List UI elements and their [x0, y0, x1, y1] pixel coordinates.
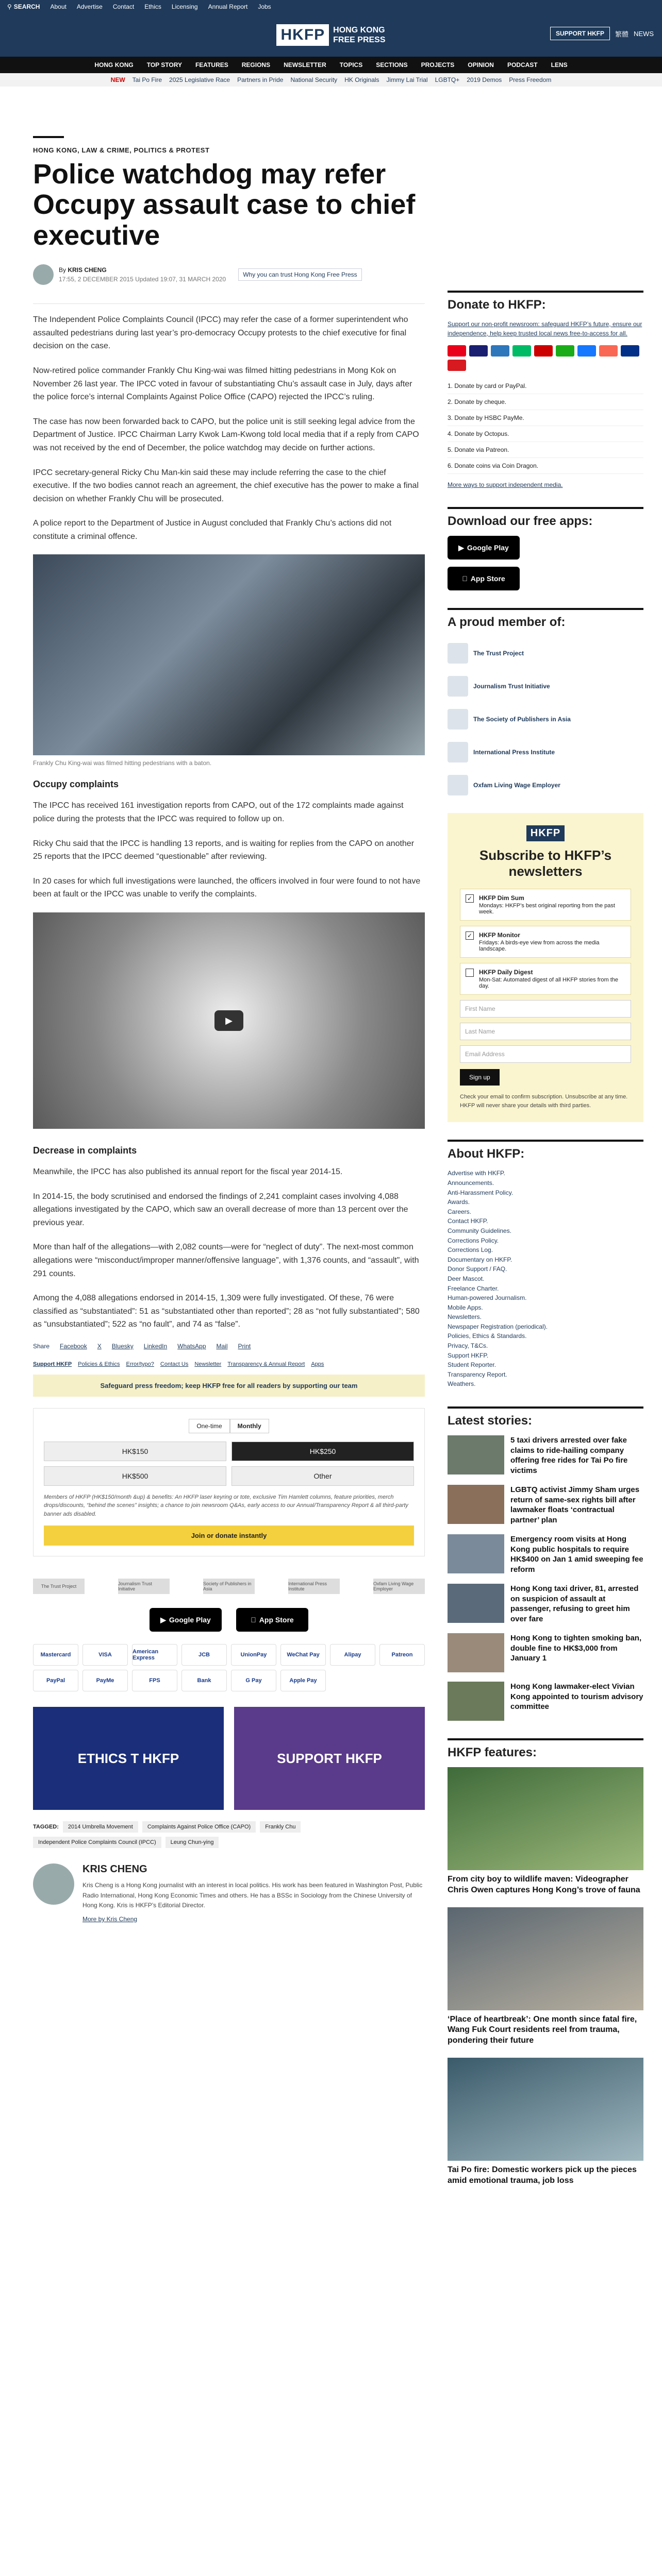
play-icon[interactable]: ▶: [214, 1010, 243, 1031]
freq-monthly[interactable]: Monthly: [230, 1419, 269, 1433]
paragraph: IPCC secretary-general Ricky Chu Man-kin said these may include referring the case to the chief executive. If the two bodies cannot reach an agreement, the chief executive has the power to make a final decision on whether Frankly Chu will be prosecuted.: [33, 468, 419, 503]
about-link[interactable]: Awards.: [448, 1198, 470, 1206]
payment-icon: Bank: [181, 1670, 227, 1691]
latest-story[interactable]: Emergency room visits at Hong Kong public hospitals to require HK$400 on Jan 1 amid sweeping fee reform: [448, 1534, 643, 1574]
payment-icon: WeChat Pay: [280, 1644, 326, 1666]
wechat-icon: [556, 345, 574, 357]
unionpay-icon: [534, 345, 553, 357]
about-link[interactable]: Deer Mascot.: [448, 1275, 485, 1282]
features-heading: HKFP features:: [448, 1738, 643, 1760]
nav-projects[interactable]: PROJECTS: [421, 61, 455, 69]
payment-icon: UnionPay: [231, 1644, 276, 1666]
sidebar: [448, 136, 643, 2198]
paragraph: Meanwhile, the IPCC has also published its annual report for the fiscal year 2014-15.: [33, 1167, 343, 1177]
amex-icon: [491, 345, 509, 357]
donate-heading: Donate to HKFP:: [448, 291, 643, 312]
article-dates: 17:55, 2 DECEMBER 2015 Updated 19:07, 31 MARCH 2020: [59, 276, 226, 283]
tag[interactable]: Frankly Chu: [260, 1821, 301, 1833]
nav-lens[interactable]: LENS: [551, 61, 568, 69]
latest-story[interactable]: Hong Kong lawmaker-elect Vivian Kong appointed to tourism advisory committee: [448, 1682, 643, 1721]
member-logo[interactable]: The Trust Project: [448, 637, 643, 670]
share-print[interactable]: Print: [238, 1342, 251, 1350]
donate-method[interactable]: 4. Donate by Octopus.: [448, 426, 643, 442]
patreon-icon: [599, 345, 618, 357]
tag-list: [33, 1821, 425, 1848]
about-link[interactable]: Student Reporter.: [448, 1361, 496, 1369]
trending-item[interactable]: Press Freedom: [509, 76, 552, 83]
share-x[interactable]: X: [97, 1342, 102, 1350]
author-link[interactable]: KRIS CHENG: [68, 266, 107, 274]
tag[interactable]: 2014 Umbrella Movement: [63, 1821, 138, 1833]
amount-option[interactable]: HK$500: [44, 1466, 226, 1486]
support-link[interactable]: Policies & Ethics: [78, 1361, 120, 1367]
masthead: [0, 13, 662, 57]
trending-item[interactable]: 2019 Demos: [467, 76, 502, 83]
payment-icon: FPS: [132, 1670, 177, 1691]
amount-option[interactable]: HK$150: [44, 1442, 226, 1461]
about-link[interactable]: Support HKFP.: [448, 1351, 489, 1359]
partner-logos: [33, 1576, 425, 1597]
trending-item[interactable]: National Security: [290, 76, 338, 83]
checkbox-checked-icon: ✓: [466, 894, 474, 903]
share-linkedin[interactable]: LinkedIn: [143, 1342, 168, 1350]
author-avatar: [33, 1863, 74, 1905]
more-ways-link[interactable]: More ways to support independent media.: [448, 481, 563, 488]
payment-icon: Apple Pay: [280, 1670, 326, 1691]
promo-banners: [33, 1707, 425, 1810]
support-link[interactable]: Apps: [311, 1361, 324, 1367]
author-avatar: [33, 264, 54, 285]
app-store-button[interactable]: App Store: [448, 567, 520, 590]
trending-item[interactable]: Partners in Pride: [237, 76, 284, 83]
support-links: [33, 1361, 425, 1367]
about-link[interactable]: Corrections Log.: [448, 1246, 493, 1254]
about-link[interactable]: Weathers.: [448, 1380, 476, 1388]
donate-method[interactable]: 2. Donate by cheque.: [448, 394, 643, 410]
language-switch[interactable]: 繁體: [615, 30, 628, 38]
membership-note: Members of HKFP (HK$150/month &up) & benefits: An HKFP laser keyring or tote, exclusive Tim Hamlett columns, feature priorities, merch drops/discounts, “behind the scenes” insights; a chance to join newsroom Q&As, early access to our Annual/Transparency Report & all third-party banner ads disabled.: [44, 1494, 408, 1517]
article: [33, 136, 425, 1924]
nav-regions[interactable]: REGIONS: [241, 61, 271, 69]
newsletter-option[interactable]: HKFP Daily Digest Mon-Sat: Automated digest of all HKFP stories from the day.: [460, 963, 631, 995]
author-bio: Kris Cheng is a Hong Kong journalist with an interest in local politics. His work has been featured in Washington Post, Public Radio International, Hong Kong Economic Times and others. He has a BSSc in Sociology from the Chinese University of Hong Kong. Kris is HKFP’s Editorial Director.: [82, 1882, 423, 1909]
author-box: [33, 1863, 425, 1924]
new-badge: NEW: [110, 76, 125, 83]
paragraph: More than half of the allegations—with 2,082 counts—were for “neglect of duty”. The next-most common allegations were “misconduct/improper manner/offensive language”, with 1,376 counts, and “assault”, with 291 counts.: [33, 1243, 419, 1278]
nav-sections[interactable]: SECTIONS: [376, 61, 408, 69]
donate-method[interactable]: 3. Donate by HSBC PayMe.: [448, 410, 643, 426]
support-link[interactable]: Error/typo?: [126, 1361, 154, 1367]
share-label: Share: [33, 1342, 50, 1350]
about-link[interactable]: Community Guidelines.: [448, 1227, 512, 1234]
section-heading: Occupy complaints: [33, 779, 119, 790]
app-store-button[interactable]: App Store: [236, 1608, 308, 1632]
newsletter-option[interactable]: ✓ HKFP Monitor Fridays: A birds-eye view from across the media landscape.: [460, 926, 631, 958]
about-link[interactable]: Transparency Report.: [448, 1370, 507, 1378]
app-store-buttons: [33, 1608, 425, 1632]
payment-icon: Alipay: [330, 1644, 375, 1666]
donate-intro-link[interactable]: Support our non-profit newsroom: safeguard HKFP’s future, ensure our independence, help keep trusted local news free-to-access for all.: [448, 320, 642, 337]
nav-hong-kong[interactable]: HONG KONG: [94, 61, 134, 69]
about-heading: About HKFP:: [448, 1140, 643, 1161]
trending-item[interactable]: 2025 Legislative Race: [169, 76, 230, 83]
paragraph: In 20 cases for which full investigations were launched, the officers involved in four were found to not have been at fault or the IPCC was unable to verify the complaints.: [33, 876, 421, 899]
title-rule: [33, 136, 64, 138]
article-title: Police watchdog may refer Occupy assault case to chief executive: [33, 159, 416, 251]
about-link[interactable]: Careers.: [448, 1208, 472, 1215]
topbar-about[interactable]: About: [50, 3, 67, 10]
divider: [33, 303, 425, 304]
site-logo[interactable]: HKFP HONG KONG FREE PRESS: [276, 24, 385, 46]
tags-label: TAGGED:: [33, 1824, 59, 1831]
photo-caption: Frankly Chu King-wai was filmed hitting pedestrians with a baton.: [33, 759, 212, 767]
nav-podcast[interactable]: PODCAST: [507, 61, 538, 69]
about-link[interactable]: Human-powered Journalism.: [448, 1294, 527, 1302]
trending-item[interactable]: Tai Po Fire: [132, 76, 162, 83]
member-logo[interactable]: Journalism Trust Initiative: [448, 670, 643, 703]
alipay-icon: [577, 345, 596, 357]
video-embed[interactable]: [33, 912, 425, 1129]
payme-icon: [448, 360, 466, 371]
author-name[interactable]: KRIS CHENG: [82, 1863, 147, 1875]
amount-grid: [44, 1442, 414, 1486]
safeguard-banner[interactable]: Safeguard press freedom; keep HKFP free for all readers by supporting our team: [33, 1375, 425, 1397]
frequency-toggle: [44, 1419, 414, 1433]
newsletter-signup: [448, 813, 643, 1122]
payment-icon: Patreon: [379, 1644, 425, 1666]
article-categories[interactable]: HONG KONG, LAW & CRIME, POLITICS & PROTEST: [33, 146, 210, 154]
payment-icon: Mastercard: [33, 1644, 78, 1666]
partner-logo[interactable]: International Press Institute: [288, 1579, 340, 1594]
donate-method[interactable]: 5. Donate via Patreon.: [448, 442, 643, 458]
trending-item[interactable]: Jimmy Lai Trial: [386, 76, 428, 83]
donate-widget: [33, 1408, 425, 1557]
newsletter-fineprint: Check your email to confirm subscription. Unsubscribe at any time. HKFP will never share your details with third parties.: [460, 1094, 628, 1109]
nav-topics[interactable]: TOPICS: [339, 61, 363, 69]
about-link[interactable]: Policies, Ethics & Standards.: [448, 1332, 527, 1340]
about-link[interactable]: Advertise with HKFP.: [448, 1170, 505, 1177]
signup-button[interactable]: Sign up: [460, 1069, 500, 1086]
support-banner[interactable]: SUPPORT HKFP: [234, 1707, 425, 1810]
about-link[interactable]: Documentary on HKFP.: [448, 1256, 512, 1263]
feature-story[interactable]: Tai Po fire: Domestic workers pick up the pieces amid emotional trauma, job loss: [448, 2058, 643, 2187]
tag[interactable]: Leung Chun-ying: [166, 1837, 219, 1848]
news-link[interactable]: NEWS: [634, 29, 654, 38]
support-link[interactable]: Contact Us: [160, 1361, 189, 1367]
support-link[interactable]: Transparency & Annual Report: [227, 1361, 305, 1367]
nav-features[interactable]: FEATURES: [195, 61, 228, 69]
google-play-button[interactable]: ▶ Google Play: [150, 1608, 222, 1632]
about-link[interactable]: Privacy, T&Cs.: [448, 1342, 488, 1350]
trust-link[interactable]: Why you can trust Hong Kong Free Press: [238, 268, 361, 281]
latest-story[interactable]: Hong Kong to tighten smoking ban, double fine to HK$3,000 from January 1: [448, 1633, 643, 1672]
apps-heading: Download our free apps:: [448, 507, 643, 529]
topbar-ethics[interactable]: Ethics: [144, 3, 161, 10]
paragraph: The Independent Police Complaints Council (IPCC) may refer the case of a former superintendent who assaulted pedestrians during last year’s pro-democracy Occupy protests to the chief executive for final decision on the case.: [33, 315, 408, 351]
topbar-annual-report[interactable]: Annual Report: [208, 3, 248, 10]
join-button[interactable]: Join or donate instantly: [44, 1526, 414, 1546]
payment-icon: G Pay: [231, 1670, 276, 1691]
share-mail[interactable]: Mail: [216, 1342, 228, 1350]
support-hkfp-button[interactable]: SUPPORT HKFP: [550, 27, 610, 40]
support-link[interactable]: Newsletter: [194, 1361, 222, 1367]
last-name-field[interactable]: Last Name: [460, 1023, 631, 1040]
amount-option-selected[interactable]: HK$250: [231, 1442, 414, 1461]
mastercard-icon: [448, 345, 466, 357]
about-link[interactable]: Freelance Charter.: [448, 1284, 499, 1292]
share-whatsapp[interactable]: WhatsApp: [177, 1342, 206, 1350]
payment-icon: JCB: [181, 1644, 227, 1666]
checkbox-checked-icon: ✓: [466, 931, 474, 940]
paragraph: In 2014-15, the body scrutinised and endorsed the findings of 2,241 complaint cases involving 4,088 allegations investigated by the CAPO, which saw an overall decrease of more than 13 percent over the previous year.: [33, 1192, 408, 1227]
payment-icon: VISA: [82, 1644, 128, 1666]
about-link[interactable]: Anti-Harassment Policy.: [448, 1189, 514, 1196]
partner-logo[interactable]: Journalism Trust Initiative: [118, 1579, 170, 1594]
payment-icon: PayMe: [82, 1670, 128, 1691]
nav-opinion[interactable]: OPINION: [468, 61, 494, 69]
trending-item[interactable]: LGBTQ+: [435, 76, 460, 83]
share-facebook[interactable]: Facebook: [60, 1342, 87, 1350]
latest-story[interactable]: Hong Kong taxi driver, 81, arrested on suspicion of assault at passenger, refusing to greet him over fare: [448, 1584, 643, 1624]
trending-bar: [0, 73, 662, 87]
byline: By KRIS CHENG 17:55, 2 DECEMBER 2015 Updated 19:07, 31 MARCH 2020 Why you can trust Hong Kong Free Press: [33, 264, 425, 285]
topbar-licensing[interactable]: Licensing: [171, 3, 198, 10]
partner-logo[interactable]: Society of Publishers in Asia: [203, 1579, 255, 1594]
about-link[interactable]: Donor Support / FAQ.: [448, 1265, 507, 1273]
member-logo[interactable]: Oxfam Living Wage Employer: [448, 769, 643, 802]
email-field[interactable]: Email Address: [460, 1045, 631, 1063]
hkfp-logo: HKFP: [526, 825, 565, 841]
visa-icon: [469, 345, 488, 357]
first-name-field[interactable]: First Name: [460, 1000, 631, 1018]
newsletter-option[interactable]: ✓ HKFP Dim Sum Mondays: HKFP’s best original reporting from the past week.: [460, 889, 631, 921]
amount-option[interactable]: Other: [231, 1466, 414, 1486]
latest-story[interactable]: LGBTQ activist Jimmy Sham urges return of same-sex rights bill after lawmaker floats ‘contractual partner’ plan: [448, 1485, 643, 1525]
paragraph: A police report to the Department of Justice in August concluded that Frankly Chu’s actions did not constitute a criminal offence.: [33, 519, 392, 541]
newsletter-heading: Subscribe to HKFP’s newsletters: [479, 848, 612, 879]
donate-payment-icons: [448, 345, 643, 371]
paragraph: Among the 4,088 allegations endorsed in 2014-15, 1,309 were fully investigated. Of these, 76 were classified as “substantiated”: 51 as “substantiated other than reported”; 28 as “not fully substantiated”; 580 as “unsubstantiated”; 522 as “no fault”, and 74 as “false”.: [33, 1294, 420, 1329]
topbar-contact[interactable]: Contact: [112, 3, 135, 10]
about-link[interactable]: Contact HKFP.: [448, 1217, 488, 1225]
search-button[interactable]: ⚲ SEARCH: [7, 3, 40, 10]
partner-logo[interactable]: The Trust Project: [33, 1579, 85, 1594]
donate-method[interactable]: 1. Donate by card or PayPal.: [448, 378, 643, 394]
paypal-icon: [621, 345, 639, 357]
feature-story[interactable]: From city boy to wildlife maven: Videographer Chris Owen captures Hong Kong’s trove of fauna: [448, 1767, 643, 1896]
share-bar: [33, 1343, 425, 1350]
feature-story[interactable]: ‘Place of heartbreak’: One month since fatal fire, Wang Fuk Court residents reel from trauma, pondering their future: [448, 1907, 643, 2046]
main-nav: [0, 57, 662, 73]
about-link[interactable]: Newspaper Registration (periodical).: [448, 1323, 548, 1330]
more-by-author[interactable]: More by Kris Cheng: [82, 1916, 138, 1923]
paragraph: The IPCC has received 161 investigation reports from CAPO, out of the 172 complaints made against police during the protests that the IPCC was required to follow up on.: [33, 801, 404, 824]
about-link[interactable]: Corrections Policy.: [448, 1236, 499, 1244]
about-link[interactable]: Mobile Apps.: [448, 1303, 483, 1311]
nav-top-story[interactable]: TOP STORY: [146, 61, 182, 69]
support-link[interactable]: Support HKFP: [33, 1361, 72, 1367]
topbar-jobs[interactable]: Jobs: [258, 3, 271, 10]
latest-story[interactable]: 5 taxi drivers arrested over fake claims to ride-hailing company offering free rides for Tai Po fire victims: [448, 1435, 643, 1476]
member-heading: A proud member of:: [448, 608, 643, 630]
about-link[interactable]: Newsletters.: [448, 1313, 482, 1321]
checkbox-icon: [466, 969, 474, 977]
member-logo[interactable]: International Press Institute: [448, 736, 643, 769]
latest-heading: Latest stories:: [448, 1406, 643, 1428]
freq-one-time[interactable]: One-time: [189, 1419, 229, 1433]
paragraph: Ricky Chu said that the IPCC is handling 13 reports, and is waiting for replies from the CAPO on another 25 reports that the IPCC deemed “questionable” after reviewing.: [33, 839, 415, 861]
about-links: [448, 1168, 643, 1389]
tag[interactable]: Independent Police Complaints Council (IPCC): [33, 1837, 161, 1848]
ethics-banner[interactable]: ETHICS T HKFP: [33, 1707, 224, 1810]
jcb-icon: [512, 345, 531, 357]
topbar-advertise[interactable]: Advertise: [76, 3, 103, 10]
article-photo: [33, 554, 425, 755]
donate-method[interactable]: 6. Donate coins via Coin Dragon.: [448, 458, 643, 474]
top-utility-bar: [0, 0, 662, 13]
share-bluesky[interactable]: Bluesky: [111, 1342, 134, 1350]
payment-methods: [33, 1644, 425, 1691]
google-play-button[interactable]: ▶ Google Play: [448, 536, 520, 560]
member-logo[interactable]: The Society of Publishers in Asia: [448, 703, 643, 736]
partner-logo[interactable]: Oxfam Living Wage Employer: [373, 1579, 425, 1594]
tag[interactable]: Complaints Against Police Office (CAPO): [142, 1821, 256, 1833]
about-link[interactable]: Announcements.: [448, 1179, 494, 1187]
trending-item[interactable]: HK Originals: [344, 76, 379, 83]
section-heading: Decrease in complaints: [33, 1145, 137, 1156]
payment-icon: American Express: [132, 1644, 177, 1666]
paragraph: The case has now been forwarded back to CAPO, but the police unit is still seeking legal advice from the Department of Justice. IPCC Chairman Larry Kwok Lam-Kwong told local media that if a reply from CAPO was not received by the end of December, the police watchdog may decide on further actions.: [33, 417, 419, 452]
payment-icon: PayPal: [33, 1670, 78, 1691]
paragraph: Now-retired police commander Frankly Chu King-wai was filmed hitting pedestrians in Mong Kok on November 26 last year. The IPCC voted in favour of substantiating Chu’s assault case in July, days after the police force’s internal Complaints Against Police Office (CAPO) rejected the IPCC’s ruling.: [33, 366, 412, 402]
nav-newsletter[interactable]: NEWSLETTER: [284, 61, 326, 69]
